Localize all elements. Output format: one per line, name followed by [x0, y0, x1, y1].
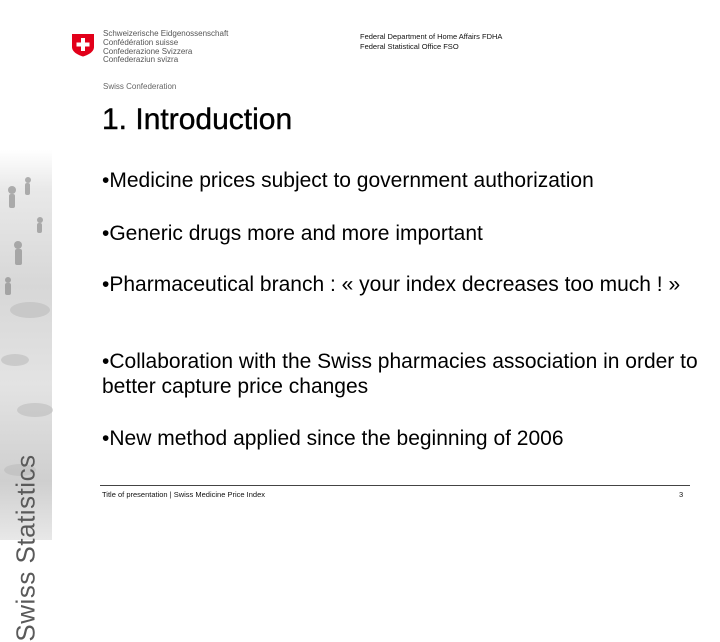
slide-title: 1. Introduction	[102, 103, 293, 136]
footer-divider	[100, 485, 690, 486]
office-name: Federal Statistical Office FSO	[360, 42, 459, 51]
bullet-item: •Generic drugs more and more important	[102, 222, 483, 245]
swiss-statistics-brand-text: Swiss Statistics	[10, 454, 41, 642]
swiss-flag-logo-icon	[71, 33, 95, 57]
confederation-name-de: Schweizerische Eidgenossenschaft	[103, 29, 229, 38]
department-name: Federal Department of Home Affairs FDHA	[360, 32, 503, 41]
bullet-item: •Collaboration with the Swiss pharmacies association in order to better capture price changes	[102, 350, 698, 398]
confederation-name-it: Confederazione Svizzera	[103, 46, 193, 56]
department-info	[360, 32, 502, 52]
sidebar-photo-band	[0, 150, 52, 642]
bullet-item: •Pharmaceutical branch : « your index decreases too much ! »	[102, 273, 681, 296]
confederation-name-rm: Confederaziun svizra	[103, 55, 179, 65]
page-number: 3	[679, 490, 684, 499]
bullet-item: •Medicine prices subject to government authorization	[102, 169, 594, 192]
confederation-names	[103, 30, 228, 65]
confederation-name-fr: Confédération suisse	[103, 37, 179, 47]
footer-presentation-title: Title of presentation | Swiss Medicine Price Index	[102, 490, 265, 499]
confederation-name-en: Swiss Confederation	[103, 82, 177, 91]
bullet-item: •New method applied since the beginning of 2006	[102, 427, 564, 450]
